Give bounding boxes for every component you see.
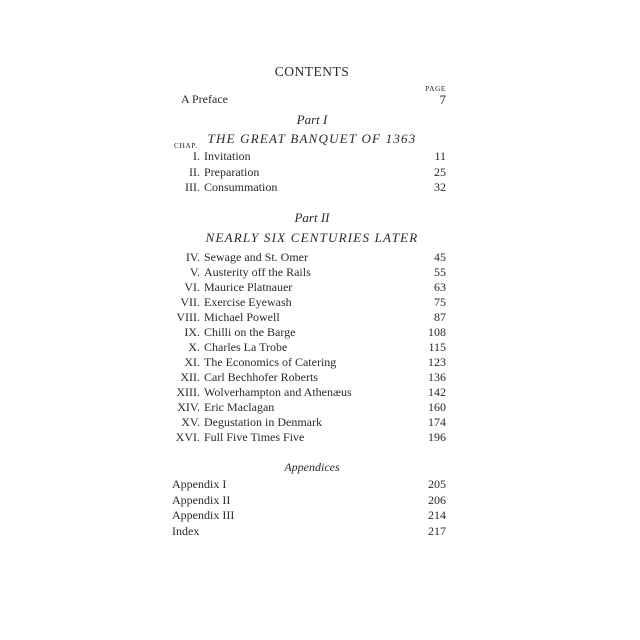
chapter-title: Carl Bechhofer Roberts [204,370,318,384]
chapter-page: 115 [428,340,446,354]
chapter-page: 174 [428,415,446,429]
chapter-title: Consummation [204,180,278,194]
chapter-number: IV. [185,250,200,264]
part2-title: NEARLY SIX CENTURIES LATER [205,230,419,245]
chapter-number: VIII. [176,310,200,324]
chapter-number: III. [185,180,200,194]
chapter-number: X. [188,340,200,354]
chapter-number: IX. [184,325,200,339]
appendix-title: Appendix II [172,492,231,507]
chapter-page: 11 [434,149,446,163]
chapter-page: 32 [434,180,446,194]
chapter-page: 87 [434,310,446,324]
preface-page: 7 [439,92,446,107]
chapter-number: XVI. [175,430,200,444]
part2-heading: Part II [294,210,330,225]
appendix-page: 206 [428,492,446,507]
chapter-title: Charles La Trobe [204,340,288,354]
chapter-number: XIV. [177,400,200,414]
chapter-page: 142 [428,385,446,399]
chapter-title: The Economics of Catering [204,355,337,369]
chapter-title: Eric Maclagan [204,400,275,414]
chapter-number: VII. [180,295,200,309]
page-column-header: PAGE [425,84,446,93]
chapter-title: Exercise Eyewash [204,295,292,309]
chapter-number: XII. [180,370,200,384]
appendix-page: 217 [428,523,446,538]
appendix-page: 214 [428,508,446,522]
part1-heading: Part I [296,112,328,127]
chapter-title: Sewage and St. Omer [204,250,308,264]
chapter-page: 160 [428,400,446,414]
chapter-number: XIII. [176,385,200,399]
chapter-title: Full Five Times Five [204,430,305,444]
chap-label: CHAP. [174,141,198,150]
chapter-title: Invitation [204,149,251,163]
appendix-title: Appendix III [172,508,235,522]
chapter-page: 25 [434,164,446,179]
chapter-number: I. [193,149,200,163]
page-title: CONTENTS [274,64,350,79]
chapter-page: 45 [434,250,446,264]
chapter-number: VI. [184,280,200,294]
chapter-title: Michael Powell [204,310,280,324]
chapter-number: V. [189,265,200,279]
preface-label: A Preface [181,92,228,106]
appendix-title: Appendix I [172,477,227,491]
chapter-title: Degustation in Denmark [204,415,322,429]
chapter-number: II. [189,164,200,179]
chapter-title: Chilli on the Barge [204,325,296,339]
chapter-title: Wolverhampton and Athenæus [204,385,352,399]
chapter-page: 75 [434,295,446,309]
chapter-page: 63 [434,280,446,294]
chapter-title: Maurice Platnauer [204,280,293,294]
chapter-page: 196 [428,430,446,444]
chapter-page: 123 [428,355,446,369]
part1-title: THE GREAT BANQUET OF 1363 [207,131,417,146]
chapter-page: 136 [428,370,446,384]
appendix-title: Index [172,523,200,538]
chapter-number: XV. [181,415,200,429]
appendices-heading: Appendices [284,460,340,474]
appendix-page: 205 [428,477,446,491]
chapter-page: 108 [428,325,446,339]
chapter-number: XI. [184,355,200,369]
chapter-title: Preparation [204,164,260,179]
chapter-title: Austerity off the Rails [204,265,311,279]
chapter-page: 55 [434,265,446,279]
